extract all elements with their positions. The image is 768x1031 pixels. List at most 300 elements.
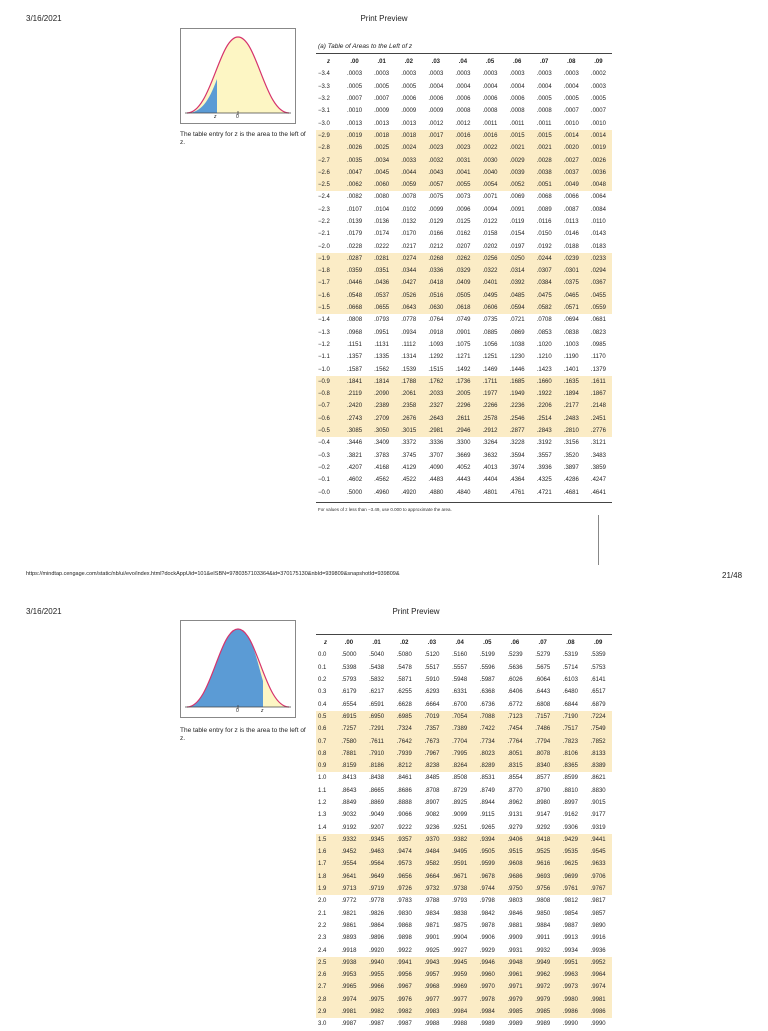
table-cell: .0136 <box>374 219 390 225</box>
table-cell: .4522 <box>401 477 417 484</box>
table-cell: .3336 <box>428 440 444 447</box>
row-z-value: −0.2 <box>318 464 330 471</box>
table-cell: .0006 <box>455 96 471 103</box>
table-cell: .0793 <box>374 317 390 324</box>
table-cell: .9793 <box>452 898 468 905</box>
table-cell: .5871 <box>396 677 412 684</box>
table-cell: .9625 <box>557 858 585 870</box>
table-cell: .9943 <box>418 957 446 969</box>
table-cell: .0526 <box>395 290 422 302</box>
table-cell: .9474 <box>390 846 418 858</box>
table-cell: .0023 <box>449 142 476 154</box>
table-cell: .4721 <box>536 489 552 496</box>
z-table-negative <box>316 56 612 499</box>
table-cell: .0107 <box>347 206 363 213</box>
table-cell: .1867 <box>585 388 612 400</box>
table-cell: .3707 <box>428 452 444 459</box>
table-cell: .0049 <box>558 179 585 191</box>
table-row <box>316 253 612 265</box>
table-cell: .0465 <box>558 290 585 302</box>
table-cell: .0041 <box>449 167 476 179</box>
table-cell: .9989 <box>535 1021 551 1028</box>
table-cell: .8289 <box>474 760 502 772</box>
column-header-z: z <box>324 640 328 647</box>
table-cell: .5279 <box>535 652 551 659</box>
column-header: .06 <box>510 640 520 647</box>
table-cell: .9535 <box>557 846 585 858</box>
row-z-value: −3.2 <box>318 96 330 103</box>
table-cell: .6879 <box>590 701 606 708</box>
table-row <box>316 93 612 105</box>
table-cell: .9693 <box>529 871 557 883</box>
table-cell: .0217 <box>401 243 417 250</box>
curve-figure <box>180 620 296 718</box>
table-cell: .0007 <box>590 108 606 115</box>
table-row <box>316 723 612 735</box>
table-cell: .1251 <box>482 354 498 361</box>
table-cell: .2090 <box>368 388 395 400</box>
table-cell: .2843 <box>531 425 558 437</box>
table-row <box>316 462 612 474</box>
table-cell: .5160 <box>452 652 468 659</box>
table-cell: .2611 <box>449 413 476 425</box>
table-cell: .6628 <box>396 701 412 708</box>
column-header: .09 <box>593 640 603 647</box>
table-cell: .0034 <box>368 154 395 166</box>
column-header: .07 <box>540 59 549 66</box>
table-cell: .2206 <box>531 400 558 412</box>
table-cell: .9934 <box>562 947 578 954</box>
table-row <box>316 179 612 191</box>
table-cell: .0749 <box>455 317 471 324</box>
table-cell: .6064 <box>535 677 551 684</box>
table-row <box>316 686 612 698</box>
table-cell: .0007 <box>347 96 363 103</box>
table-cell: .0139 <box>347 219 363 225</box>
table-cell: .3121 <box>590 440 606 447</box>
table-cell: .9986 <box>584 1006 612 1018</box>
table-cell: .8790 <box>535 787 551 794</box>
table-cell: .0281 <box>368 253 395 265</box>
table-cell: .0436 <box>368 277 395 289</box>
table-cell: .9957 <box>418 969 446 981</box>
row-z-value: 1.6 <box>316 846 335 858</box>
table-cell: .8599 <box>562 775 578 782</box>
table-cell: .5239 <box>507 652 523 659</box>
table-cell: .7549 <box>584 723 612 735</box>
table-cell: .1977 <box>476 388 503 400</box>
table-cell: .0069 <box>509 194 525 201</box>
table-cell: .1446 <box>509 366 525 373</box>
table-cell: .3594 <box>509 452 525 459</box>
table-cell: .0359 <box>341 265 368 277</box>
column-header: .08 <box>566 640 575 647</box>
table-cell: .0344 <box>395 265 422 277</box>
table-row <box>316 400 612 412</box>
table-cell: .7939 <box>390 748 418 760</box>
table-cell: .3300 <box>455 440 471 447</box>
row-z-value: 1.9 <box>316 883 335 895</box>
table-cell: .0008 <box>509 108 525 115</box>
row-z-value: 2.3 <box>318 935 327 942</box>
table-cell: .8907 <box>424 800 440 806</box>
table-cell: .7967 <box>418 748 446 760</box>
table-cell: .9964 <box>584 969 612 981</box>
table-row <box>316 240 612 252</box>
table-cell: .0869 <box>509 329 525 336</box>
table-cell: .7324 <box>390 723 418 735</box>
table-cell: .0080 <box>374 194 390 201</box>
table-cell: .3409 <box>374 440 390 447</box>
table-cell: .0485 <box>504 290 531 302</box>
table-cell: .8962 <box>507 800 523 806</box>
page-date: 3/16/2021 <box>26 14 62 23</box>
table-row <box>316 883 612 895</box>
table-cell: .9990 <box>562 1021 578 1028</box>
table-cell: .0367 <box>585 277 612 289</box>
table-cell: .7422 <box>474 723 502 735</box>
table-cell: .0004 <box>509 83 525 90</box>
table-cell: .9985 <box>501 1006 529 1018</box>
table-cell: .0630 <box>422 302 449 314</box>
table-cell: .0094 <box>482 206 498 213</box>
table-cell: .9830 <box>396 910 412 917</box>
table-cell: .0037 <box>558 167 585 179</box>
row-z-value: −2.3 <box>318 206 330 213</box>
table-cell: .9756 <box>529 883 557 895</box>
table-cell: .3783 <box>374 452 390 459</box>
table-cell: .1292 <box>428 354 444 361</box>
table-cell: .9890 <box>590 922 606 929</box>
table-cell: .0005 <box>347 83 363 90</box>
table-cell: .9920 <box>369 947 385 954</box>
row-z-value: −3.4 <box>318 71 330 78</box>
row-z-value: −2.5 <box>316 179 341 191</box>
table-cell: .9955 <box>363 969 391 981</box>
table-bottom-rule <box>316 502 612 503</box>
table-cell: .9664 <box>418 871 446 883</box>
table-cell: .4013 <box>482 464 498 471</box>
table-cell: .0268 <box>422 253 449 265</box>
page-title: Print Preview <box>392 607 440 616</box>
table-cell: .1762 <box>422 376 449 388</box>
table-cell: .2420 <box>341 400 368 412</box>
table-cell: .8023 <box>474 748 502 760</box>
table-cell: .9925 <box>424 947 440 954</box>
table-cell: .0038 <box>531 167 558 179</box>
table-header-row <box>316 56 612 68</box>
table-cell: .6517 <box>590 689 606 696</box>
table-cell: .9982 <box>363 1006 391 1018</box>
table-cell: .4247 <box>590 477 606 484</box>
row-z-value: 2.9 <box>316 1006 335 1018</box>
table-cell: .5675 <box>535 664 551 671</box>
table-cell: .9931 <box>507 947 523 954</box>
page-date: 3/16/2021 <box>26 607 62 616</box>
column-header: .02 <box>404 59 413 66</box>
table-cell: .0010 <box>590 120 606 127</box>
table-cell: .4960 <box>374 489 390 496</box>
row-z-value: −2.9 <box>316 130 341 142</box>
table-cell: .2877 <box>504 425 531 437</box>
table-cell: .9699 <box>557 871 585 883</box>
table-cell: .8643 <box>341 787 357 794</box>
table-cell: .0351 <box>368 265 395 277</box>
table-cell: .9985 <box>529 1006 557 1018</box>
row-z-value: 2.8 <box>316 994 335 1006</box>
table-cell: .0582 <box>531 302 558 314</box>
table-cell: .3446 <box>347 440 363 447</box>
table-cell: .0008 <box>482 108 498 115</box>
table-cell: .9015 <box>590 800 606 806</box>
row-z-value: −1.2 <box>318 341 330 348</box>
table-cell: .3372 <box>401 440 417 447</box>
table-cell: .0183 <box>590 243 606 250</box>
row-z-value: −1.0 <box>318 366 330 373</box>
table-cell: .3821 <box>347 452 363 459</box>
page-url: https://mindtap.cengage.com/static/nb/ui/evo/index.html?dockAppUid=101&eISBN=9780357103364&id=370175130&nbId=939809&snapshotId=939809& <box>26 571 400 577</box>
table-cell: .9463 <box>363 846 391 858</box>
table-cell: .8340 <box>529 760 557 772</box>
table-cell: .1539 <box>401 366 417 373</box>
table-cell: .9971 <box>501 981 529 993</box>
table-cell: .0207 <box>455 243 471 250</box>
table-cell: .8621 <box>590 775 606 782</box>
table-cell: .0119 <box>509 219 525 225</box>
table-cell: .0307 <box>531 265 558 277</box>
table-cell: .9678 <box>474 871 502 883</box>
table-cell: .9927 <box>452 947 468 954</box>
table-cell: .9976 <box>390 994 418 1006</box>
table-row <box>316 994 612 1006</box>
table-cell: .0009 <box>374 108 390 115</box>
table-cell: .1949 <box>504 388 531 400</box>
table-row <box>316 413 612 425</box>
table-note: The table entry for z is the area to the left of z. <box>180 131 306 146</box>
table-cell: .9941 <box>390 957 418 969</box>
table-cell: .5199 <box>479 652 495 659</box>
table-cell: .8665 <box>369 787 385 794</box>
table-cell: .9783 <box>396 898 412 905</box>
table-cell: .9834 <box>424 910 440 917</box>
table-cell: .2676 <box>395 413 422 425</box>
table-cell: .0068 <box>536 194 552 201</box>
curve-label-zero: 0 <box>236 114 239 120</box>
table-cell: .9545 <box>584 846 612 858</box>
table-cell: .0301 <box>558 265 585 277</box>
table-cell: .9974 <box>335 994 363 1006</box>
table-cell: .1314 <box>401 354 417 361</box>
row-z-value: −2.0 <box>318 243 330 250</box>
table-cell: .0011 <box>509 120 525 127</box>
table-cell: .9192 <box>341 824 357 831</box>
table-cell: .9826 <box>369 910 385 917</box>
table-cell: .1515 <box>428 366 444 373</box>
table-cell: .3228 <box>509 440 525 447</box>
table-cell: .0005 <box>590 96 606 103</box>
table-cell: .7881 <box>335 748 363 760</box>
table-cell: .7224 <box>584 711 612 723</box>
table-cell: .0951 <box>374 329 390 336</box>
table-cell: .0003 <box>509 71 525 78</box>
table-cell: .0392 <box>504 277 531 289</box>
table-cell: .8554 <box>507 775 523 782</box>
table-cell: .2912 <box>476 425 503 437</box>
table-cell: .9861 <box>341 922 357 929</box>
table-cell: .9406 <box>501 834 529 846</box>
table-cell: .9913 <box>562 935 578 942</box>
table-cell: .9857 <box>590 910 606 917</box>
table-cell: .0091 <box>509 206 525 213</box>
table-cell: .7019 <box>418 711 446 723</box>
table-cell: .0274 <box>395 253 422 265</box>
table-cell: .9798 <box>479 898 495 905</box>
table-cell: .0409 <box>449 277 476 289</box>
table-cell: .0192 <box>536 243 552 250</box>
table-cell: .9875 <box>452 922 468 929</box>
table-cell: .2643 <box>422 413 449 425</box>
table-cell: .0129 <box>428 219 444 225</box>
table-row <box>316 649 612 661</box>
table-cell: .0054 <box>476 179 503 191</box>
table-cell: .0446 <box>341 277 368 289</box>
table-cell: .4168 <box>374 464 390 471</box>
table-cell: .3520 <box>563 452 579 459</box>
table-cell: .9554 <box>335 858 363 870</box>
table-cell: .9591 <box>446 858 474 870</box>
table-cell: .8186 <box>363 760 391 772</box>
column-header: .06 <box>512 59 522 66</box>
table-cell: .0002 <box>590 71 606 78</box>
table-cell: .0006 <box>482 96 498 103</box>
table-cell: .5557 <box>452 664 468 671</box>
table-cell: .0064 <box>590 194 606 201</box>
table-cell: .9956 <box>390 969 418 981</box>
table-cell: .9977 <box>418 994 446 1006</box>
table-cell: .1170 <box>591 354 606 361</box>
table-cell: .9345 <box>363 834 391 846</box>
table-cell: .9162 <box>562 812 578 819</box>
table-cell: .3936 <box>536 464 552 471</box>
table-cell: .0020 <box>558 142 585 154</box>
table-cell: .5120 <box>424 652 440 659</box>
row-z-value: −0.1 <box>318 477 330 484</box>
table-cell: .0019 <box>341 130 368 142</box>
table-cell: .1093 <box>428 341 444 348</box>
row-z-value: −0.6 <box>316 413 341 425</box>
column-header-z: z <box>327 59 330 66</box>
table-cell: .9945 <box>446 957 474 969</box>
table-cell: .6331 <box>452 689 468 696</box>
table-cell: .9916 <box>590 935 606 942</box>
row-z-value: 0.3 <box>318 689 327 696</box>
table-cell: .0060 <box>368 179 395 191</box>
table-row <box>316 437 612 449</box>
table-cell: .7257 <box>335 723 363 735</box>
table-cell: .3192 <box>536 440 552 447</box>
table-cell: .0143 <box>590 231 606 238</box>
table-cell: .0073 <box>455 194 471 201</box>
table-cell: .4681 <box>563 489 579 496</box>
table-cell: .0197 <box>509 243 525 250</box>
table-cell: .0055 <box>449 179 476 191</box>
table-cell: .9207 <box>369 824 385 831</box>
table-row <box>316 376 612 388</box>
row-z-value: −0.5 <box>316 425 341 437</box>
table-row <box>316 809 612 821</box>
table-cell: .0006 <box>401 96 417 103</box>
table-cell: .1271 <box>455 354 471 361</box>
table-cell: .3669 <box>455 452 471 459</box>
table-cell: .0075 <box>428 194 444 201</box>
table-cell: .0059 <box>395 179 422 191</box>
table-cell: .1075 <box>455 341 471 348</box>
table-cell: .5359 <box>590 652 606 659</box>
table-cell: .9989 <box>479 1021 495 1028</box>
table-cell: .9893 <box>341 935 357 942</box>
table-cell: .0047 <box>341 167 368 179</box>
table-row <box>316 277 612 289</box>
table-cell: .9750 <box>501 883 529 895</box>
table-cell: .9987 <box>396 1021 412 1028</box>
row-z-value: 3.0 <box>318 1021 327 1028</box>
table-row <box>316 450 612 462</box>
table-cell: .4880 <box>428 489 444 496</box>
column-header: .07 <box>538 640 547 647</box>
table-cell: .9980 <box>557 994 585 1006</box>
table-cell: .4286 <box>563 477 579 484</box>
table-cell: .0018 <box>368 130 395 142</box>
table-cell: .8238 <box>418 760 446 772</box>
column-header: .01 <box>377 59 386 66</box>
row-z-value: −2.1 <box>318 231 330 238</box>
table-cell: .9582 <box>418 858 446 870</box>
table-cell: .0044 <box>395 167 422 179</box>
table-cell: .4325 <box>536 477 552 484</box>
table-cell: .2236 <box>504 400 531 412</box>
row-z-value: −2.8 <box>316 142 341 154</box>
table-cell: .2981 <box>422 425 449 437</box>
table-row <box>316 81 612 93</box>
table-cell: .0985 <box>590 341 606 348</box>
table-cell: .0015 <box>504 130 531 142</box>
table-cell: .0010 <box>347 108 363 115</box>
table-cell: .9979 <box>501 994 529 1006</box>
table-cell: .0233 <box>585 253 612 265</box>
table-cell: .0166 <box>428 231 444 238</box>
table-cell: .5636 <box>507 664 523 671</box>
table-cell: .0668 <box>341 302 368 314</box>
z-table-positive <box>316 637 612 1031</box>
table-cell: .1357 <box>347 354 363 361</box>
row-z-value: −2.7 <box>316 154 341 166</box>
table-row <box>316 327 612 339</box>
table-cell: .8749 <box>479 787 495 794</box>
table-cell: .0708 <box>536 317 552 324</box>
table-cell: .8770 <box>507 787 523 794</box>
table-cell: .0014 <box>558 130 585 142</box>
table-cell: .0071 <box>482 194 498 201</box>
table-cell: .7910 <box>363 748 391 760</box>
table-cell: .5000 <box>341 652 357 659</box>
table-cell: .0918 <box>428 329 444 336</box>
table-cell: .9987 <box>341 1021 357 1028</box>
table-cell: .0643 <box>395 302 422 314</box>
table-row <box>316 920 612 932</box>
table-cell: .8925 <box>452 800 468 806</box>
table-cell: .8106 <box>557 748 585 760</box>
curve-label-z: z <box>214 114 217 120</box>
